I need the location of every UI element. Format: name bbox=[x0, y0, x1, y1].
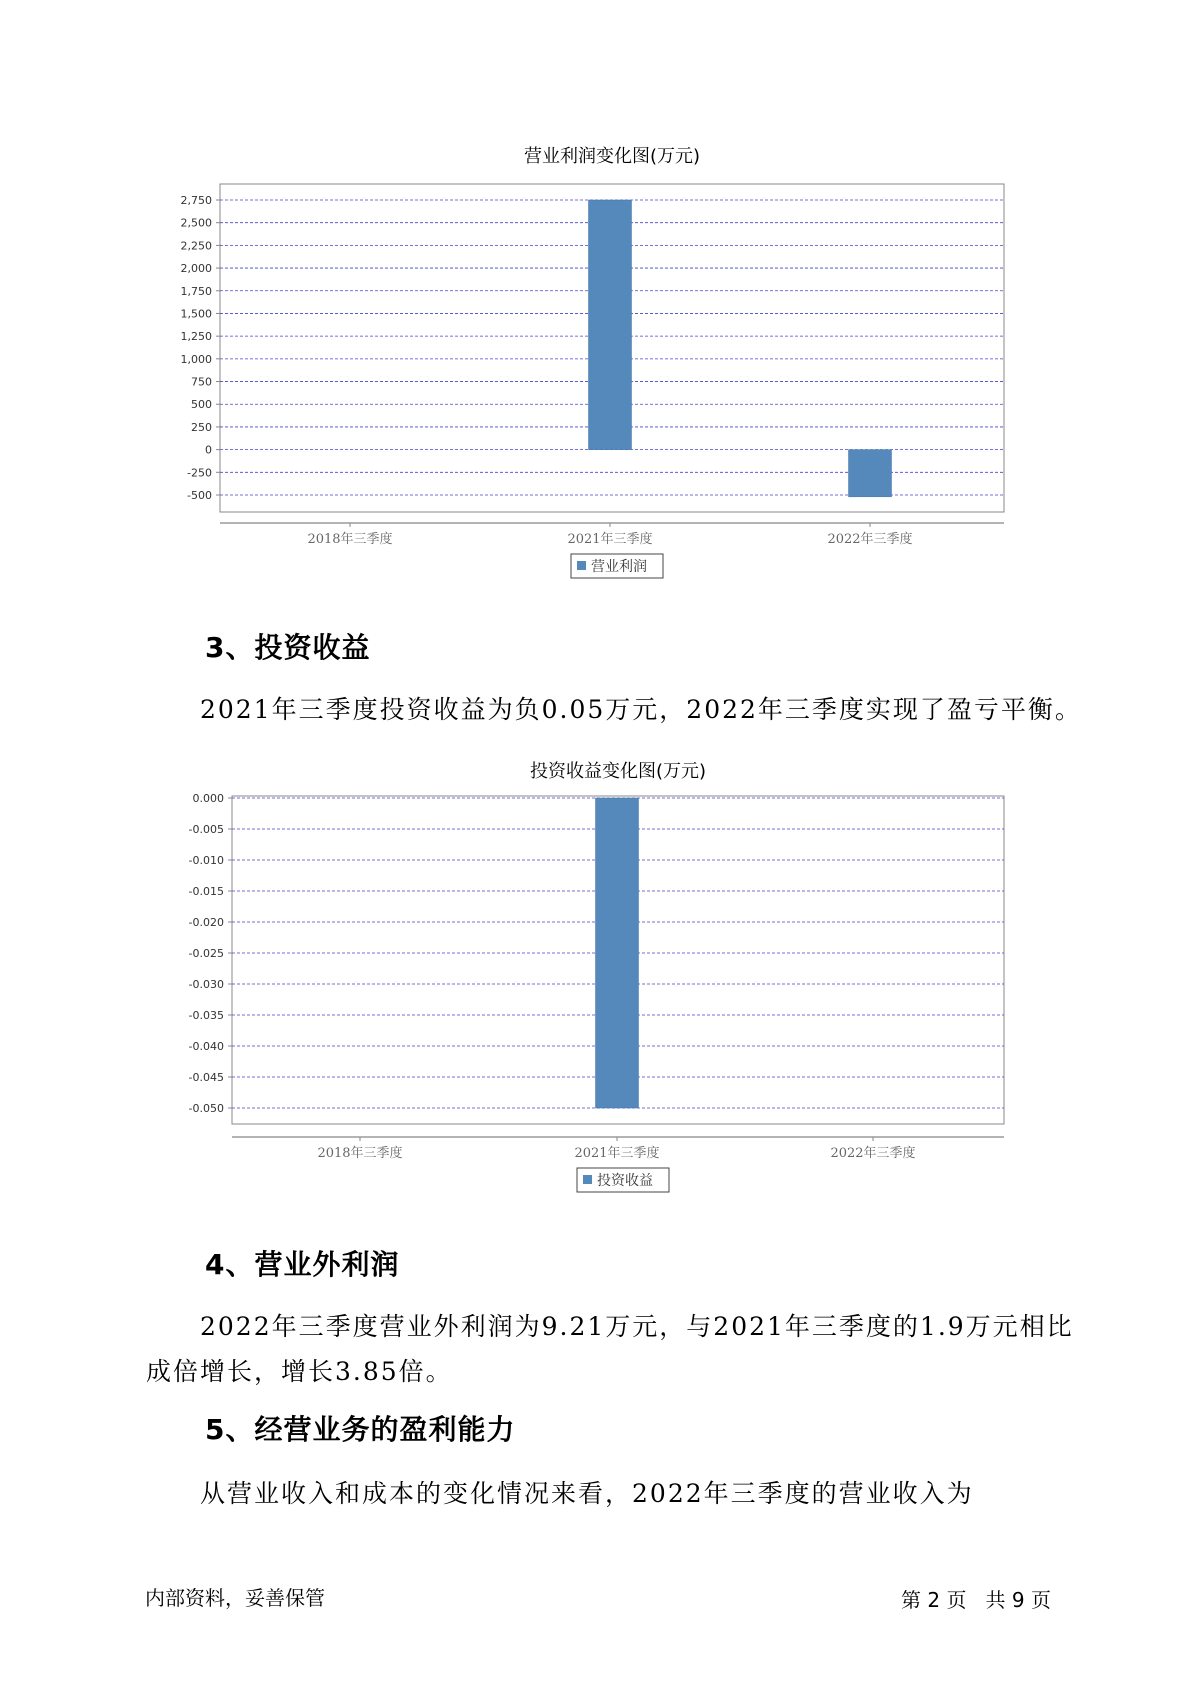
x-tick-label: 2021年三季度 bbox=[574, 1146, 660, 1161]
x-tick-label: 2018年三季度 bbox=[317, 1146, 403, 1161]
legend-swatch bbox=[583, 1175, 592, 1184]
x-tick-label: 2022年三季度 bbox=[830, 1146, 916, 1161]
y-tick-label: 750 bbox=[191, 375, 212, 389]
section-heading-profitability: 5、经营业务的盈利能力 bbox=[205, 1413, 516, 1446]
non-operating-profit-paragraph-2: 成倍增长，增长3.85倍。 bbox=[146, 1357, 453, 1386]
y-tick-label: -0.015 bbox=[188, 885, 224, 898]
y-tick-label: 1,500 bbox=[180, 307, 212, 321]
y-tick-label: -0.020 bbox=[188, 916, 224, 929]
y-tick-label: -0.035 bbox=[188, 1009, 224, 1022]
y-tick-label: -0.030 bbox=[188, 978, 224, 991]
y-tick-label: -0.005 bbox=[188, 823, 224, 836]
bar bbox=[596, 798, 639, 1108]
y-tick-label: -0.025 bbox=[188, 947, 224, 960]
y-tick-label: 0.000 bbox=[192, 792, 224, 805]
y-tick-label: 2,500 bbox=[180, 216, 212, 230]
legend-label: 投资收益 bbox=[597, 1173, 653, 1189]
y-tick-label: 500 bbox=[191, 398, 212, 412]
y-tick-label: 1,750 bbox=[180, 284, 212, 298]
y-tick-label: 1,250 bbox=[180, 330, 212, 344]
y-tick-label: 0 bbox=[205, 443, 212, 457]
section-heading-non-operating-profit: 4、营业外利润 bbox=[205, 1248, 400, 1281]
y-tick-label: 2,000 bbox=[180, 262, 212, 276]
y-tick-label: 1,000 bbox=[180, 352, 212, 366]
legend-label: 营业利润 bbox=[591, 559, 647, 575]
profitability-paragraph: 从营业收入和成本的变化情况来看，2022年三季度的营业收入为 bbox=[200, 1479, 974, 1508]
x-tick-label: 2022年三季度 bbox=[827, 532, 913, 547]
non-operating-profit-paragraph-1: 2022年三季度营业外利润为9.21万元，与2021年三季度的1.9万元相比 bbox=[200, 1312, 1074, 1341]
footer-page-number: 第 2 页 共 9 页 bbox=[901, 1588, 1051, 1612]
y-tick-label: -500 bbox=[187, 489, 212, 502]
y-tick-label: -0.040 bbox=[188, 1040, 224, 1053]
x-tick-label: 2021年三季度 bbox=[567, 532, 653, 547]
investment-income-paragraph: 2021年三季度投资收益为负0.05万元，2022年三季度实现了盈亏平衡。 bbox=[200, 695, 1082, 724]
chart-title: 投资收益变化图(万元) bbox=[529, 761, 707, 782]
y-tick-label: -0.050 bbox=[188, 1102, 224, 1115]
y-tick-label: -0.045 bbox=[188, 1071, 224, 1084]
footer-confidential-note: 内部资料，妥善保管 bbox=[145, 1586, 325, 1610]
y-tick-label: 2,250 bbox=[180, 239, 212, 253]
y-tick-label: 250 bbox=[191, 420, 212, 434]
y-tick-label: 2,750 bbox=[180, 194, 212, 207]
section-heading-investment-income: 3、投资收益 bbox=[205, 631, 371, 664]
x-tick-label: 2018年三季度 bbox=[307, 532, 393, 547]
y-tick-label: -250 bbox=[187, 466, 212, 480]
chart-title: 营业利润变化图(万元) bbox=[523, 146, 701, 167]
y-tick-label: -0.010 bbox=[188, 854, 224, 867]
